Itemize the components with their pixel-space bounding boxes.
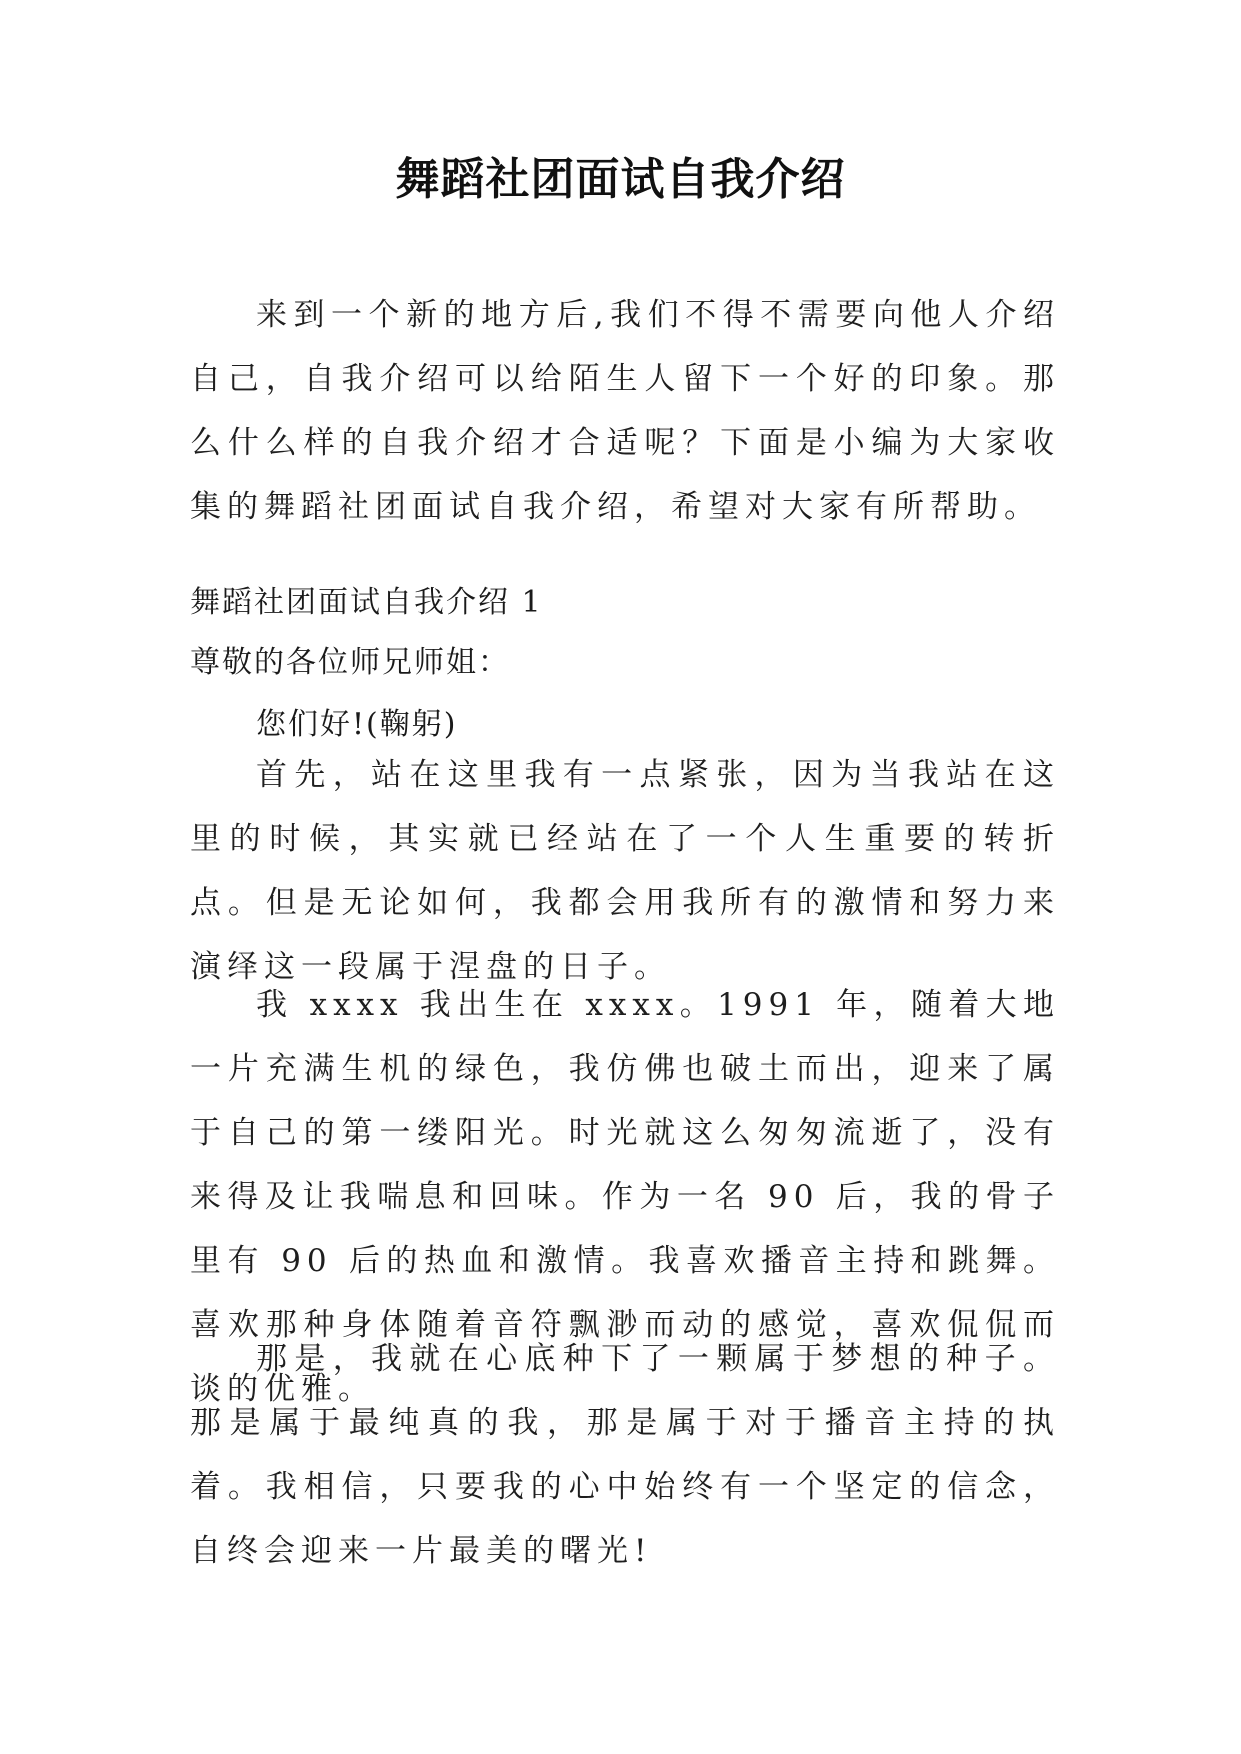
body-paragraph: 那是，我就在心底种下了一颗属于梦想的种子。那是属于最纯真的我，那是属于对于播音主持的执着。我相信，只要我的心中始终有一个坚定的信念，自终会迎来一片最美的曙光! xyxy=(190,1341,1060,1569)
greeting: 您们好!(鞠躬) xyxy=(256,707,458,742)
body-paragraph: 我 xxxx 我出生在 xxxx。1991 年，随着大地一片充满生机的绿色，我仿佛也破土而出，迎来了属于自己的第一缕阳光。时光就这么匆匆流逝了，没有来得及让我喘息和回味。作为一名 90 后，我的骨子里有 90 后的热血和激情。我喜欢播音主持和跳舞。喜欢那种身体随着音符飘渺而动的感觉，喜欢侃侃而谈的优雅。 xyxy=(190,987,1060,1407)
section-heading: 舞蹈社团面试自我介绍 1 xyxy=(190,585,543,620)
body-paragraph: 首先，站在这里我有一点紧张，因为当我站在这里的时候，其实就已经站在了一个人生重要的转折点。但是无论如何，我都会用我所有的激情和努力来演绎这一段属于涅盘的日子。 xyxy=(190,757,1060,985)
document-title: 舞蹈社团面试自我介绍 xyxy=(395,154,846,205)
salutation: 尊敬的各位师兄师姐： xyxy=(190,645,510,680)
intro-paragraph: 来到一个新的地方后,我们不得不需要向他人介绍自己，自我介绍可以给陌生人留下一个好的印象。那么什么样的自我介绍才合适呢？下面是小编为大家收集的舞蹈社团面试自我介绍，希望对大家有所帮助。 xyxy=(190,297,1060,525)
